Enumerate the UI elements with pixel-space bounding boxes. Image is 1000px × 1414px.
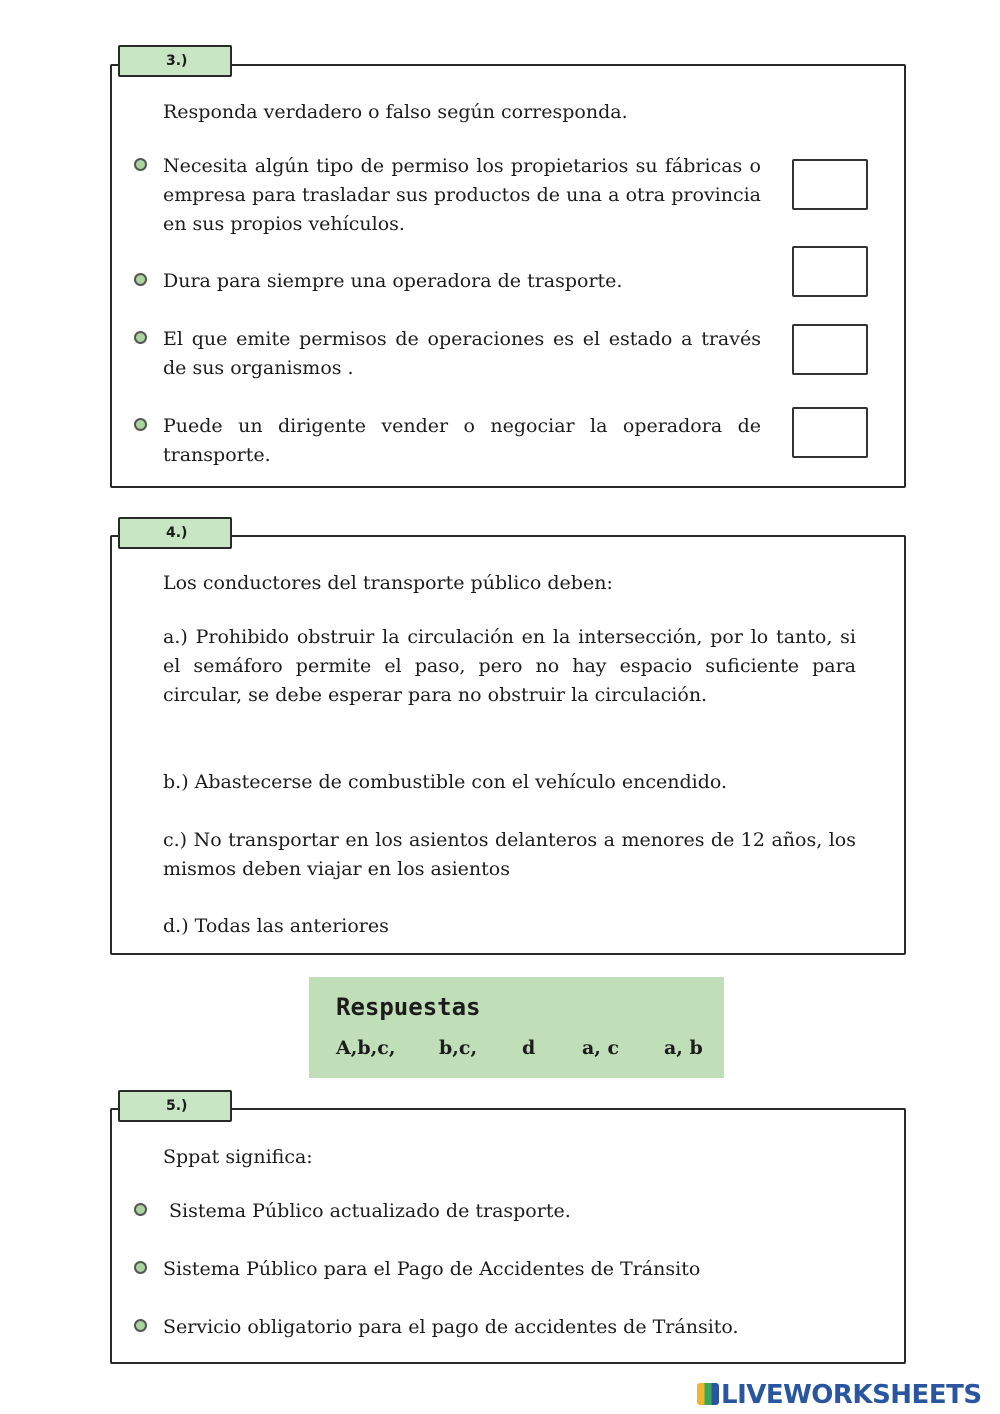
section-5-tab: 5.) <box>118 1090 232 1122</box>
liveworksheets-logo-icon <box>697 1383 719 1405</box>
option-b: b.) Abastecerse de combustible con el vehículo encendido. <box>163 771 728 793</box>
statement-2: Dura para siempre una operadora de trasporte. <box>163 270 623 292</box>
bullet-icon <box>134 418 147 431</box>
statement-1: Necesita algún tipo de permiso los propietarios su fábricas o empresa para trasladar sus productos de una a otra provincia en sus propios vehículos. <box>163 155 761 235</box>
option-a: a.) Prohibido obstruir la circulación en la intersección, por lo tanto, si el semáforo permite el paso, pero no hay espacio suficiente para circular, se debe esperar para no obstruir la circulación. <box>163 626 856 706</box>
option-d: d.) Todas las anteriores <box>163 915 389 937</box>
answer-box-1[interactable] <box>792 159 868 210</box>
sppat-option-1: Sistema Público actualizado de trasporte. <box>163 1200 571 1222</box>
statement-4: Puede un dirigente vender o negociar la operadora de transporte. <box>163 415 761 466</box>
answer-box-3[interactable] <box>792 324 868 375</box>
section-3-tab: 3.) <box>118 45 232 77</box>
sppat-option-2: Sistema Público para el Pago de Accidentes de Tránsito <box>163 1258 701 1280</box>
option-c: c.) No transportar en los asientos delanteros a menores de 12 años, los mismos deben viajar en los asientos <box>163 829 856 880</box>
liveworksheets-logo <box>697 1380 982 1408</box>
section-3-instruction: Responda verdadero o falso según corresponda. <box>163 101 628 123</box>
answers-title: Respuestas <box>336 993 481 1021</box>
answer-choice[interactable]: d <box>522 1037 536 1059</box>
bullet-icon <box>134 1261 147 1274</box>
section-4-card <box>110 535 906 955</box>
section-4-tab: 4.) <box>118 517 232 549</box>
bullet-icon <box>134 158 147 171</box>
answer-box-2[interactable] <box>792 246 868 297</box>
section-5-question: Sppat significa: <box>163 1146 313 1168</box>
bullet-icon <box>134 1319 147 1332</box>
answers-panel <box>309 977 724 1078</box>
sppat-option-3: Servicio obligatorio para el pago de accidentes de Tránsito. <box>163 1316 739 1338</box>
answer-choice[interactable]: b,c, <box>439 1037 478 1059</box>
answer-choice[interactable]: A,b,c, <box>336 1037 396 1059</box>
answer-choice[interactable]: a, b <box>664 1037 703 1059</box>
section-4-question: Los conductores del transporte público deben: <box>163 572 613 594</box>
answer-box-4[interactable] <box>792 407 868 458</box>
bullet-icon <box>134 273 147 286</box>
bullet-icon <box>134 331 147 344</box>
statement-3: El que emite permisos de operaciones es el estado a través de sus organismos . <box>163 328 761 379</box>
bullet-icon <box>134 1203 147 1216</box>
answer-choice[interactable]: a, c <box>582 1037 620 1059</box>
liveworksheets-logo-text: LIVEWORKSHEETS <box>721 1380 982 1410</box>
